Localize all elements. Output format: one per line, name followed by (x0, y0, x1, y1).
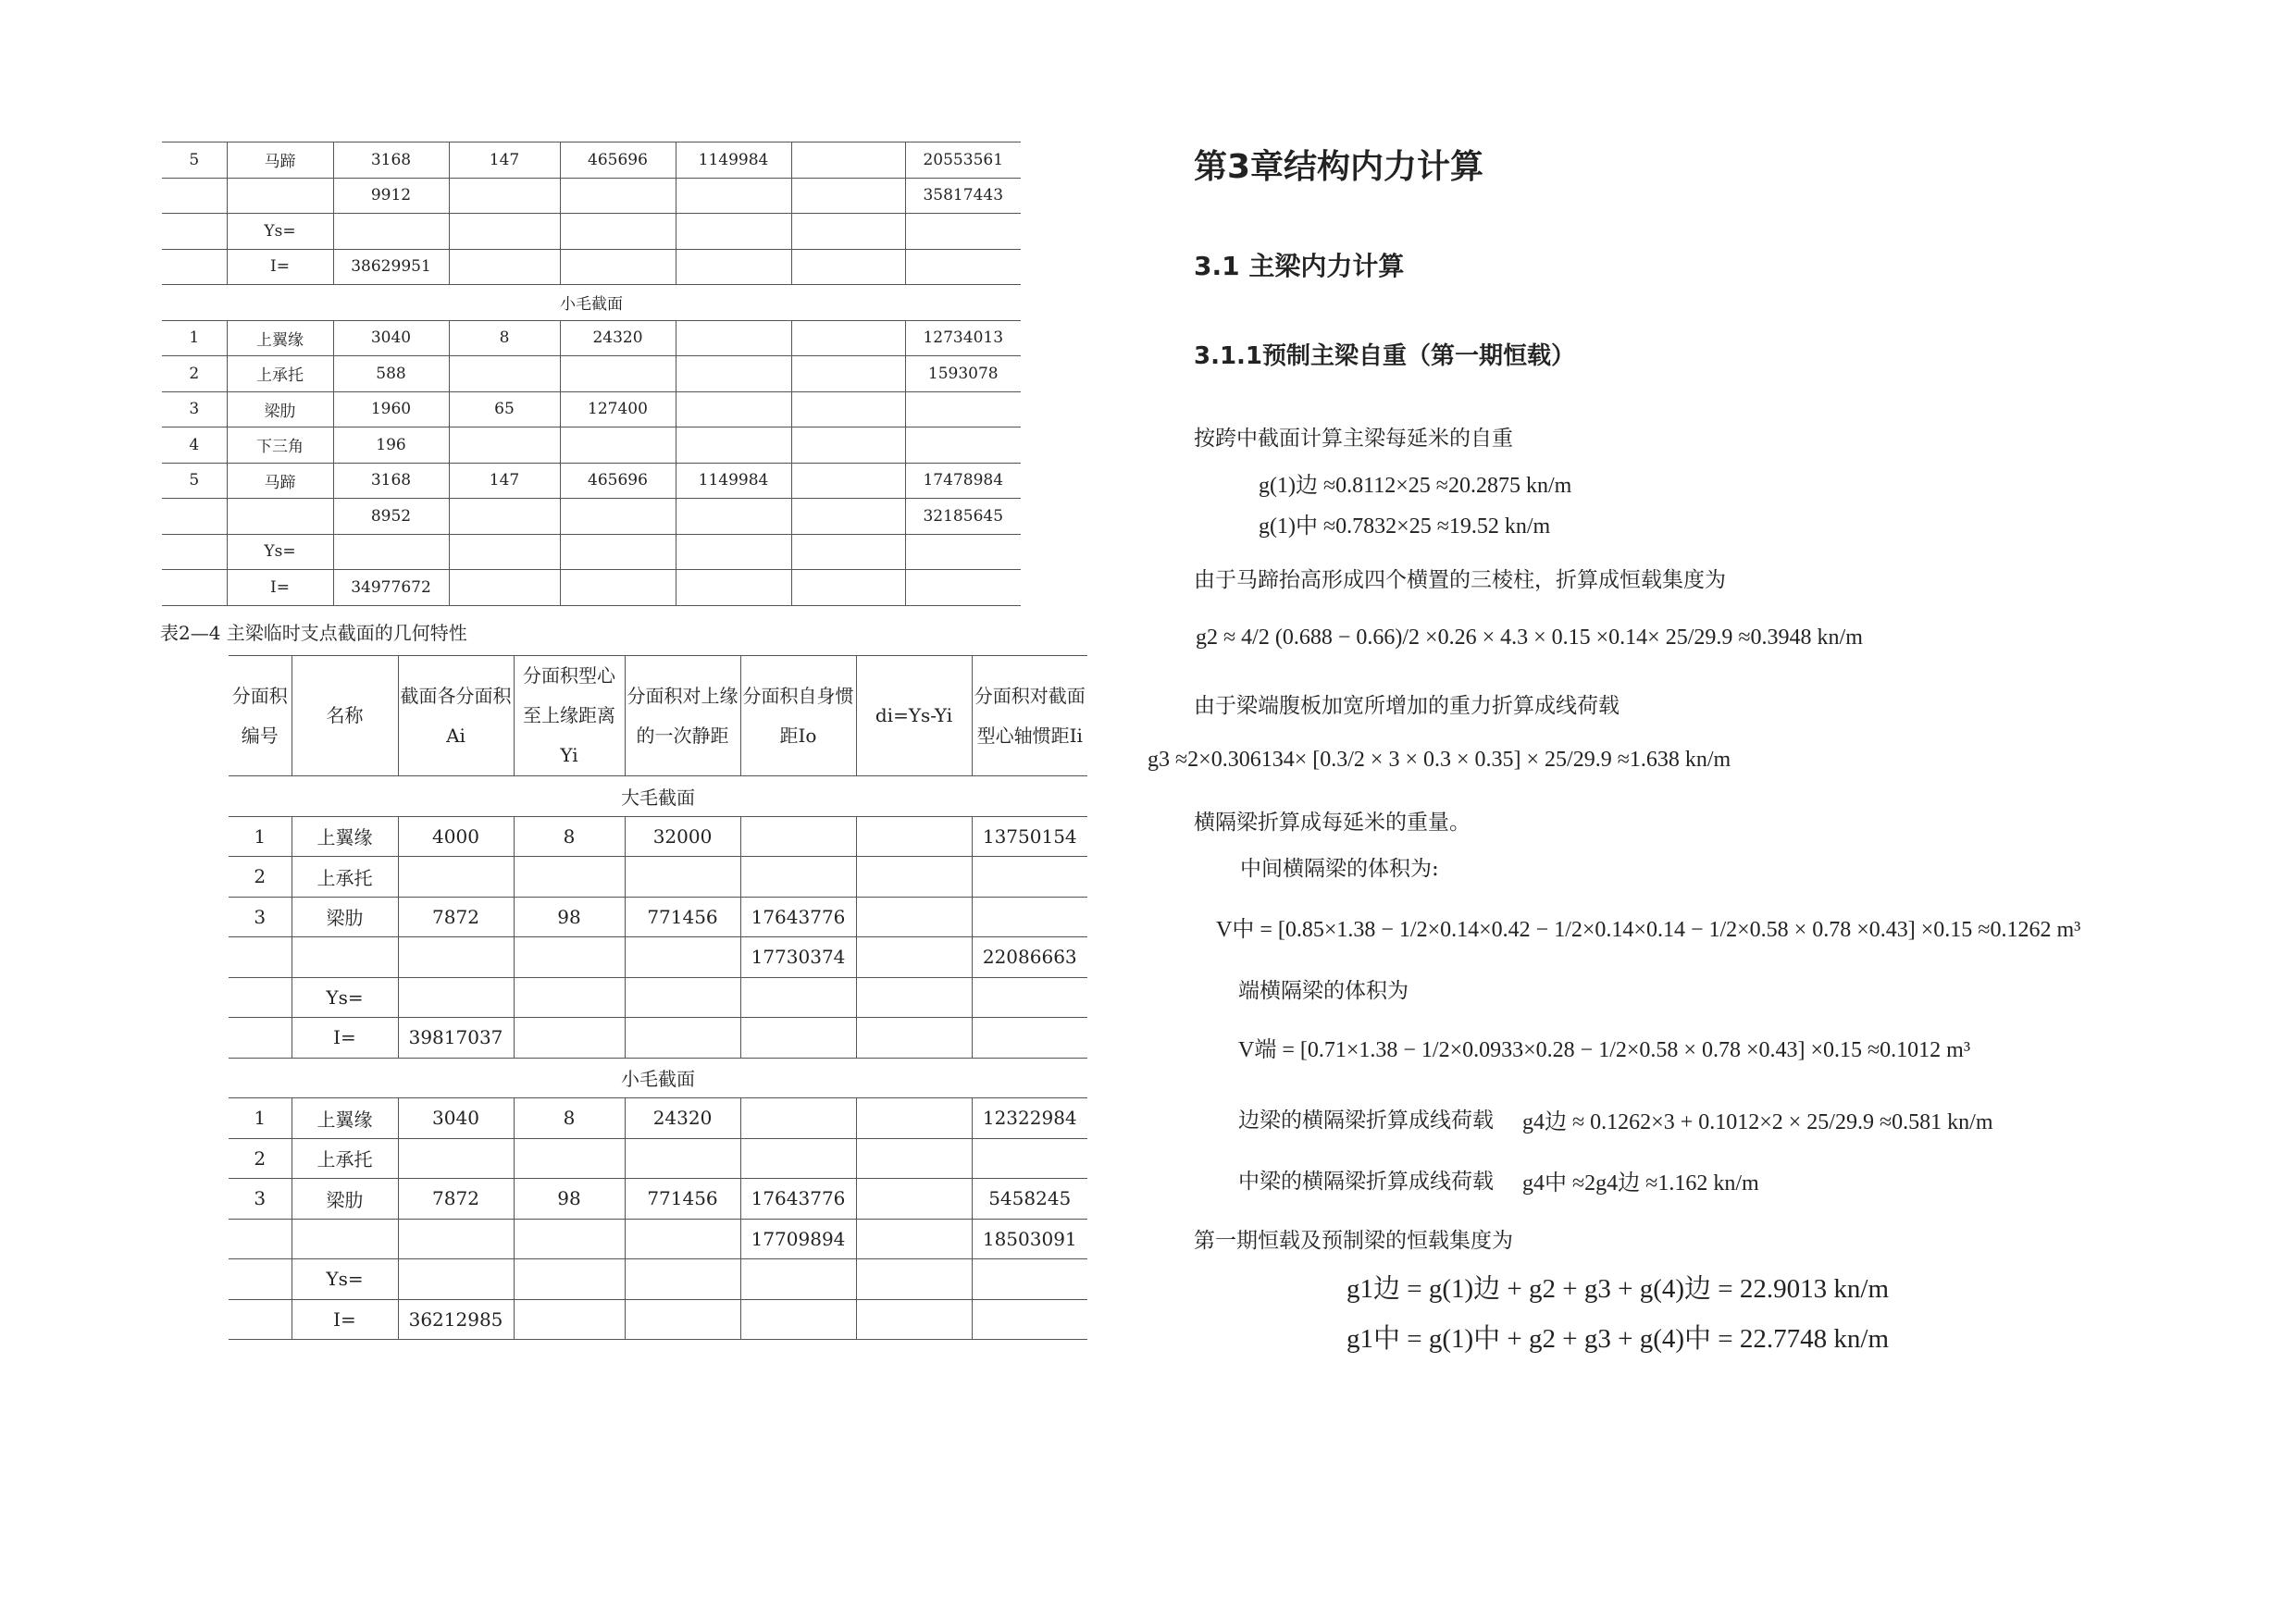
equation-g2: g2 ≈ 4/2 (0.688 − 0.66)/2 ×0.26 × 4.3 × 0.15 ×0.14× 25/29.9 ≈0.3948 kn/m (1196, 626, 1863, 650)
table-cell: 12734013 (905, 320, 1021, 356)
table-cell: 上翼缘 (292, 816, 398, 857)
table-cell (905, 249, 1021, 285)
table-cell: 2 (229, 857, 292, 898)
section-properties-table-continued (162, 142, 1021, 606)
table-cell (514, 1259, 625, 1300)
table-cell: I= (227, 249, 333, 285)
table-cell: Ys= (292, 1259, 398, 1300)
table-cell: 17709894 (740, 1219, 856, 1259)
table-row (229, 1219, 1087, 1259)
table-cell: 3 (229, 1179, 292, 1220)
table-cell: 17643776 (740, 897, 856, 937)
table-row (229, 937, 1087, 978)
table-cell (676, 391, 791, 427)
table-cell (162, 534, 227, 570)
table-row (162, 249, 1021, 285)
table-cell (449, 249, 560, 285)
table-cell: 771456 (625, 1179, 740, 1220)
column-header: 分面积对截面型心轴惯距Ii (972, 656, 1087, 776)
table-cell (333, 214, 449, 250)
table-cell: 24320 (560, 320, 676, 356)
table-cell: 9912 (333, 178, 449, 214)
table-cell (676, 427, 791, 464)
table-cell (905, 534, 1021, 570)
table-cell (625, 937, 740, 978)
table-cell (560, 499, 676, 535)
table-cell (856, 1179, 972, 1220)
table-cell: 13750154 (972, 816, 1087, 857)
table-cell (625, 1018, 740, 1059)
table-cell: 2 (229, 1138, 292, 1179)
table-cell: 上承托 (227, 356, 333, 392)
table-cell (856, 1018, 972, 1059)
table-cell: 3168 (333, 463, 449, 499)
table-cell (972, 1259, 1087, 1300)
table-cell: 8 (514, 816, 625, 857)
table-cell: 39817037 (398, 1018, 514, 1059)
table-cell: 7872 (398, 1179, 514, 1220)
table-cell (560, 214, 676, 250)
table-row (162, 214, 1021, 250)
table-cell (229, 977, 292, 1018)
table-cell (676, 534, 791, 570)
table-cell (449, 178, 560, 214)
table-cell (791, 427, 905, 464)
table-cell (514, 937, 625, 978)
table-cell: 36212985 (398, 1299, 514, 1340)
table-cell (676, 178, 791, 214)
table-cell (856, 897, 972, 937)
table-cell (905, 214, 1021, 250)
table-cell (740, 1018, 856, 1059)
table-cell: 5 (162, 463, 227, 499)
table-cell (227, 178, 333, 214)
table-cell (740, 1138, 856, 1179)
table-cell (625, 977, 740, 1018)
table-cell (229, 1259, 292, 1300)
table-cell (856, 1138, 972, 1179)
table-cell (449, 570, 560, 606)
table-row (229, 1299, 1087, 1340)
table-caption: 表2—4 主梁临时支点截面的几何特性 (160, 622, 467, 644)
table-cell: 3040 (333, 320, 449, 356)
table-cell: 4 (162, 427, 227, 464)
column-header: 截面各分面积Ai (398, 656, 514, 776)
table-cell (162, 249, 227, 285)
table-cell (398, 937, 514, 978)
equation-g3: g3 ≈2×0.306134× [0.3/2 × 3 × 0.3 × 0.35] × 25/29.9 ≈1.638 kn/m (1148, 748, 1731, 772)
table-cell: 196 (333, 427, 449, 464)
table-cell: I= (227, 570, 333, 606)
table-cell: 465696 (560, 463, 676, 499)
equation-g-total-middle: g1中 = g(1)中 + g2 + g3 + g(4)中 = 22.7748 kn/m (1347, 1324, 1890, 1354)
paragraph-self-weight: 按跨中截面计算主梁每延米的自重 (1194, 427, 1513, 451)
equation-g1-middle: g(1)中 ≈0.7832×25 ≈19.52 kn/m (1259, 514, 1551, 539)
table-cell (791, 142, 905, 179)
table-cell: 上承托 (292, 1138, 398, 1179)
table-cell (791, 391, 905, 427)
section-title: 3.1 主梁内力计算 (1194, 251, 1405, 281)
table-cell: 8952 (333, 499, 449, 535)
paragraph-diaphragm: 横隔梁折算成每延米的重量。 (1194, 811, 1471, 835)
equation-v-end: V端 = [0.71×1.38 − 1/2×0.0933×0.28 − 1/2×0.58 × 0.78 ×0.43] ×0.15 ≈0.1012 m³ (1238, 1038, 1971, 1062)
table-cell (229, 1299, 292, 1340)
paragraph-horseshoe: 由于马蹄抬高形成四个横置的三棱柱，折算成恒载集度为 (1194, 568, 1726, 592)
table-cell (676, 320, 791, 356)
table-row (162, 463, 1021, 499)
table-cell (229, 1219, 292, 1259)
table-cell: 24320 (625, 1098, 740, 1139)
table-cell (625, 1259, 740, 1300)
table-cell: 1960 (333, 391, 449, 427)
table-cell (972, 897, 1087, 937)
table-cell (740, 816, 856, 857)
column-header: 分面积自身惯距Io (740, 656, 856, 776)
table-cell (791, 249, 905, 285)
table-row (162, 427, 1021, 464)
table-cell: 5 (162, 142, 227, 179)
table-row (229, 977, 1087, 1018)
table-cell (514, 1219, 625, 1259)
table-cell (856, 1299, 972, 1340)
table-row (162, 391, 1021, 427)
table-cell: 梁肋 (227, 391, 333, 427)
table-cell: 3 (229, 897, 292, 937)
table-row (229, 1259, 1087, 1300)
table-cell: 32185645 (905, 499, 1021, 535)
table-cell: 17730374 (740, 937, 856, 978)
table-cell: 32000 (625, 816, 740, 857)
table-cell (162, 499, 227, 535)
table-cell: 1 (229, 816, 292, 857)
table-cell (514, 857, 625, 898)
table-cell: 771456 (625, 897, 740, 937)
paragraph-end-diaphragm-volume: 端横隔梁的体积为 (1238, 979, 1409, 1003)
table-cell: 下三角 (227, 427, 333, 464)
table-row (229, 1179, 1087, 1220)
table-cell (514, 1018, 625, 1059)
table-cell: 34977672 (333, 570, 449, 606)
table-row (229, 897, 1087, 937)
support-section-properties-table (229, 655, 1087, 1340)
table-cell (791, 499, 905, 535)
table-cell: 5458245 (972, 1179, 1087, 1220)
table-cell (856, 977, 972, 1018)
table-cell (740, 977, 856, 1018)
subsection-title: 3.1.1预制主梁自重（第一期恒载） (1194, 342, 1576, 370)
column-header: 分面积型心至上缘距离Yi (514, 656, 625, 776)
table-cell: 1593078 (905, 356, 1021, 392)
table-cell (449, 356, 560, 392)
table-cell (791, 570, 905, 606)
section-label-large: 大毛截面 (229, 776, 1087, 817)
table-cell (514, 977, 625, 1018)
table-cell (791, 320, 905, 356)
table-cell (162, 570, 227, 606)
table-cell: 98 (514, 897, 625, 937)
chapter-title: 第3章结构内力计算 (1194, 148, 1484, 186)
table-cell (449, 214, 560, 250)
table-cell: 上承托 (292, 857, 398, 898)
table-cell (791, 214, 905, 250)
table-cell (856, 1259, 972, 1300)
table-cell (676, 499, 791, 535)
table-cell (229, 1018, 292, 1059)
table-cell: 上翼缘 (292, 1098, 398, 1139)
table-cell: 8 (514, 1098, 625, 1139)
equation-g-total-edge: g1边 = g(1)边 + g2 + g3 + g(4)边 = 22.9013 kn/m (1347, 1274, 1890, 1304)
table-cell (676, 356, 791, 392)
table-cell (905, 391, 1021, 427)
table-cell (625, 1219, 740, 1259)
table-cell (560, 356, 676, 392)
table-cell: 65 (449, 391, 560, 427)
equation-g4-middle: g4中 ≈2g4边 ≈1.162 kn/m (1522, 1171, 1759, 1196)
table-cell (740, 1259, 856, 1300)
table-cell: 588 (333, 356, 449, 392)
table-cell (905, 427, 1021, 464)
table-cell (560, 570, 676, 606)
table-cell: I= (292, 1299, 398, 1340)
table-cell: Ys= (227, 534, 333, 570)
table-cell (449, 534, 560, 570)
paragraph-first-stage-load: 第一期恒载及预制梁的恒载集度为 (1194, 1229, 1513, 1253)
table-cell: 梁肋 (292, 1179, 398, 1220)
table-cell: 18503091 (972, 1219, 1087, 1259)
table-cell: Ys= (292, 977, 398, 1018)
table-cell: 马蹄 (227, 463, 333, 499)
table-cell (972, 1299, 1087, 1340)
table-cell (398, 1219, 514, 1259)
table-row (162, 356, 1021, 392)
table-cell (791, 178, 905, 214)
table-cell: 1 (229, 1098, 292, 1139)
table-cell: I= (292, 1018, 398, 1059)
table-cell (856, 857, 972, 898)
table-cell (972, 857, 1087, 898)
equation-v-middle: V中 = [0.85×1.38 − 1/2×0.14×0.42 − 1/2×0.14×0.14 − 1/2×0.58 × 0.78 ×0.43] ×0.15 ≈0.1262 m³ (1216, 918, 2081, 942)
table-cell (905, 570, 1021, 606)
table-row (162, 570, 1021, 606)
table-cell: 3 (162, 391, 227, 427)
table-cell: 17643776 (740, 1179, 856, 1220)
table-cell: 38629951 (333, 249, 449, 285)
table-cell: 3168 (333, 142, 449, 179)
table-cell: 上翼缘 (227, 320, 333, 356)
table-cell: 465696 (560, 142, 676, 179)
table-cell (162, 214, 227, 250)
table-cell: 35817443 (905, 178, 1021, 214)
table-cell: 1 (162, 320, 227, 356)
table-row (162, 534, 1021, 570)
column-header: 分面积对上缘的一次静距 (625, 656, 740, 776)
table-cell (972, 977, 1087, 1018)
table-cell: 12322984 (972, 1098, 1087, 1139)
table-cell: 3040 (398, 1098, 514, 1139)
table-cell: 127400 (560, 391, 676, 427)
table-cell (560, 249, 676, 285)
table-cell: 17478984 (905, 463, 1021, 499)
table-cell (856, 1098, 972, 1139)
paragraph-middle-beam-load: 中梁的横隔梁折算成线荷载 (1238, 1170, 1494, 1194)
table-row (229, 1018, 1087, 1059)
column-header: 分面积编号 (229, 656, 292, 776)
table-cell (625, 1299, 740, 1340)
section-label-small: 小毛截面 (162, 285, 1021, 321)
table-cell (856, 937, 972, 978)
table-cell (514, 1299, 625, 1340)
paragraph-web-widening: 由于梁端腹板加宽所增加的重力折算成线荷载 (1194, 694, 1620, 718)
table-cell (398, 1138, 514, 1179)
table-cell: 8 (449, 320, 560, 356)
table-cell: 1149984 (676, 142, 791, 179)
table-cell (676, 249, 791, 285)
table-row (229, 857, 1087, 898)
table-cell: 4000 (398, 816, 514, 857)
table-cell (449, 427, 560, 464)
table-cell (292, 937, 398, 978)
table-row (229, 1098, 1087, 1139)
table-cell (791, 463, 905, 499)
table-cell: 1149984 (676, 463, 791, 499)
column-header: di=Ys-Yi (856, 656, 972, 776)
table-cell (856, 816, 972, 857)
table-cell (560, 427, 676, 464)
table-row (162, 142, 1021, 179)
table-cell: 147 (449, 463, 560, 499)
table-cell (972, 1138, 1087, 1179)
table-cell (333, 534, 449, 570)
table-cell (972, 1018, 1087, 1059)
table-row (162, 178, 1021, 214)
table-cell (292, 1219, 398, 1259)
table-cell (449, 499, 560, 535)
table-cell (625, 1138, 740, 1179)
table-cell (398, 977, 514, 1018)
table-row (162, 499, 1021, 535)
table-cell (514, 1138, 625, 1179)
table-cell (740, 1098, 856, 1139)
paragraph-middle-diaphragm-volume: 中间横隔梁的体积为: (1240, 857, 1439, 881)
column-header: 名称 (292, 656, 398, 776)
table-cell: Ys= (227, 214, 333, 250)
table-cell (791, 534, 905, 570)
table-cell (560, 534, 676, 570)
table-cell (229, 937, 292, 978)
equation-g1-edge: g(1)边 ≈0.8112×25 ≈20.2875 kn/m (1259, 474, 1572, 498)
table-row (229, 1138, 1087, 1179)
table-cell: 马蹄 (227, 142, 333, 179)
paragraph-edge-beam-load: 边梁的横隔梁折算成线荷载 (1238, 1109, 1494, 1133)
table-cell (676, 214, 791, 250)
table-cell (856, 1219, 972, 1259)
table-cell (560, 178, 676, 214)
table-row (162, 320, 1021, 356)
table-cell (740, 857, 856, 898)
table-cell: 98 (514, 1179, 625, 1220)
table-cell (625, 857, 740, 898)
table-cell: 147 (449, 142, 560, 179)
table-cell: 2 (162, 356, 227, 392)
table-cell: 20553561 (905, 142, 1021, 179)
table-cell (398, 1259, 514, 1300)
table-cell: 22086663 (972, 937, 1087, 978)
table-cell (676, 570, 791, 606)
table-cell (398, 857, 514, 898)
section-label-small: 小毛截面 (229, 1058, 1087, 1098)
equation-g4-edge: g4边 ≈ 0.1262×3 + 0.1012×2 × 25/29.9 ≈0.581 kn/m (1522, 1110, 1993, 1134)
table-cell (227, 499, 333, 535)
table-cell: 7872 (398, 897, 514, 937)
table-cell (791, 356, 905, 392)
table-cell (740, 1299, 856, 1340)
table-cell: 梁肋 (292, 897, 398, 937)
table-cell (162, 178, 227, 214)
table-row (229, 816, 1087, 857)
